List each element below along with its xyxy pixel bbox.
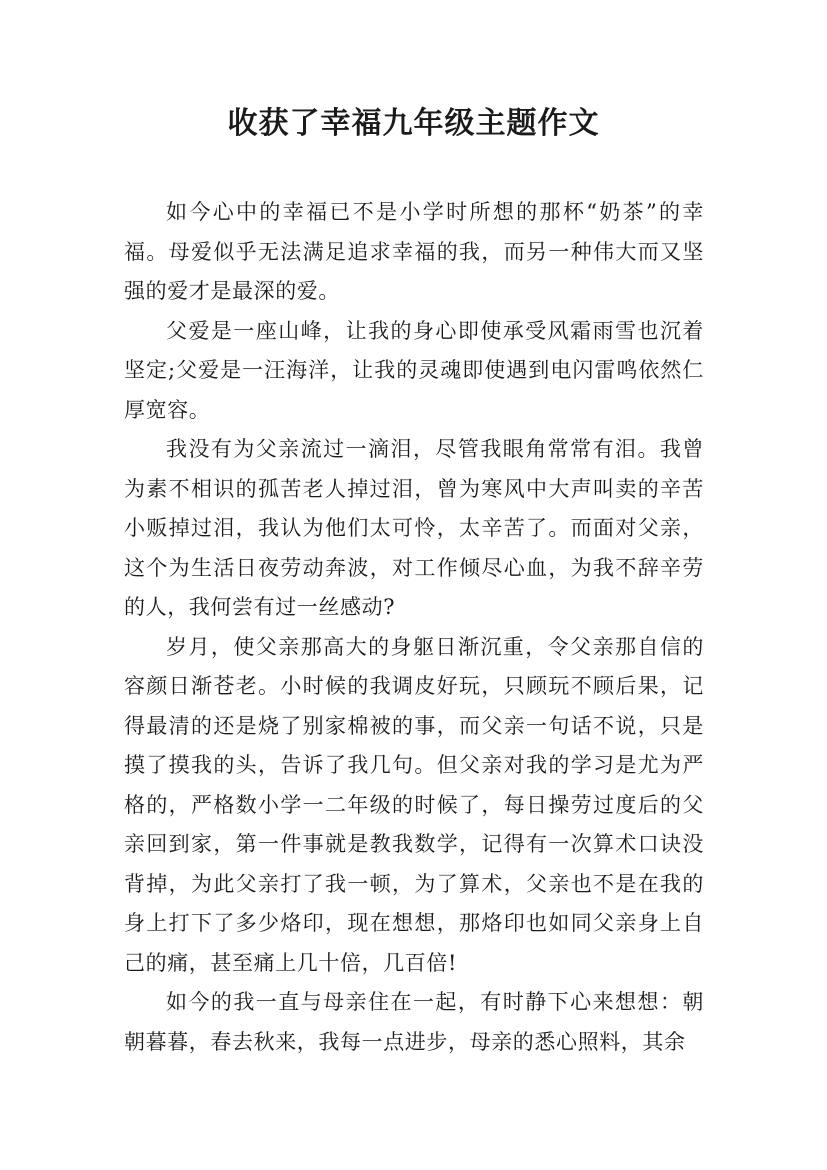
- document-body: [124, 193, 704, 1062]
- document-title: 收获了幸福九年级主题作文: [227, 106, 600, 141]
- paragraph-4: 岁月，使父亲那高大的身躯日渐沉重，令父亲那自信的容颜日渐苍老。小时候的我调皮好玩，只顾玩不顾后果，记得最清的还是烧了别家棉被的事，而父亲一句话不说，只是摸了摸我的头，告诉了我几句。但父亲对我的学习是尤为严格的，严格数小学一二年级的时候了，每日操劳过度后的父亲回到家，第一件事就是教我数学，记得有一次算术口诀没背掉，为此父亲打了我一顿，为了算术，父亲也不是在我的身上打下了多少烙印，现在想想，那烙印也如同父亲身上自己的痛，甚至痛上几十倍，几百倍!: [124, 634, 704, 975]
- paragraph-1: 如今心中的幸福已不是小学时所想的那杯“奶茶”的幸福。母爱似乎无法满足追求幸福的我，而另一种伟大而又坚强的爱才是最深的爱。: [124, 200, 704, 303]
- paragraph-5: 如今的我一直与母亲住在一起，有时静下心来想想：朝朝暮暮，春去秋来，我每一点进步，母亲的悉心照料，其余: [124, 990, 704, 1054]
- paragraph-2: 父爱是一座山峰，让我的身心即使承受风霜雨雪也沉着坚定;父爱是一汪海洋，让我的灵魂即使遇到电闪雷鸣依然仁厚宽容。: [124, 318, 704, 422]
- paragraph-3: 我没有为父亲流过一滴泪，尽管我眼角常常有泪。我曾为素不相识的孤苦老人掉过泪，曾为寒风中大声叫卖的辛苦小贩掉过泪，我认为他们太可怜，太辛苦了。而面对父亲，这个为生活日夜劳动奔波，对工作倾尽心血，为我不辞辛劳的人，我何尝有过一丝感动?: [124, 437, 704, 619]
